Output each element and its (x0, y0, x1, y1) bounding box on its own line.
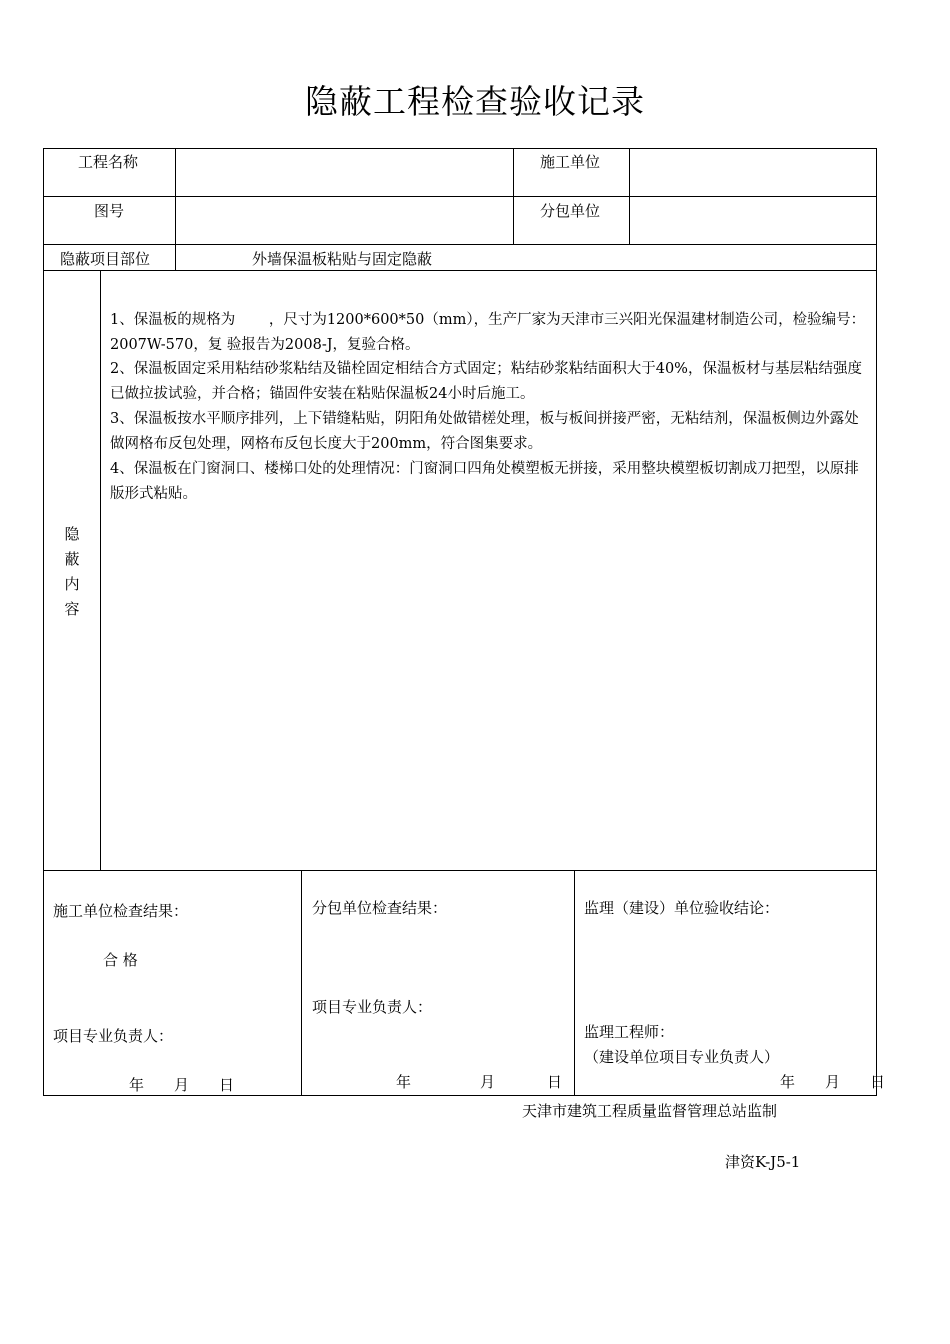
subcontract-check-heading: 分包单位检查结果： (312, 899, 448, 917)
content-paragraph-3: 3、保温板按水平顺序排列，上下错缝粘贴，阴阳角处做错槎处理，板与板间拼接严密，无粘结剂，保温板侧边外露处做网格布反包处理，网格布反包长度大于200mm，符合图集要求。 (110, 411, 859, 452)
subcontract-signer-label: 项目专业负责人： (312, 998, 433, 1016)
hidden-item-label: 隐蔽项目部位 (60, 250, 151, 268)
construction-unit-label: 施工单位 (540, 153, 601, 171)
page-title: 隐蔽工程检查验收记录 (305, 82, 645, 121)
form-code: 津资K-J5-1 (725, 1153, 801, 1171)
content-paragraph-4: 4、保温板在门窗洞口、楼梯口处的处理情况：门窗洞口四角处模塑板无拼接，采用整块模塑板切割成刀把型，以原排版形式粘贴。 (110, 461, 859, 502)
hidden-item-value: 外墙保温板粘贴与固定隐蔽 (252, 250, 433, 268)
project-name-label: 工程名称 (78, 153, 139, 171)
subcontract-date-month: 月 (480, 1073, 496, 1091)
subcontract-date-year: 年 (396, 1073, 412, 1091)
content-paragraph-1: 1、保温板的规格为 ，尺寸为1200*600*50（mm），生产厂家为天津市三兴阳光保温建材制造公司，检验编号：2007W-570，复 验报告为2008-J，复验合格。 (110, 312, 866, 353)
inspection-form-table (43, 148, 877, 1096)
supervision-date: 年 月 日 (780, 1073, 886, 1091)
drawing-no-label: 图号 (94, 202, 125, 220)
issuer-note: 天津市建筑工程质量监督管理总站监制 (522, 1102, 778, 1120)
subcontract-date-day: 日 (547, 1073, 563, 1091)
subcontract-unit-label: 分包单位 (540, 202, 601, 220)
supervision-engineer-label: 监理工程师： (584, 1023, 675, 1041)
construction-date: 年 月 日 (129, 1076, 235, 1094)
construction-check-heading: 施工单位检查结果： (53, 902, 189, 920)
construction-signer-label: 项目专业负责人： (53, 1027, 174, 1045)
construction-check-result: 合 格 (103, 951, 138, 969)
supervision-conclusion-heading: 监理（建设）单位验收结论： (584, 899, 780, 917)
hidden-content-label: 隐蔽内容 (64, 525, 80, 618)
owner-representative-label: （建设单位项目专业负责人） (584, 1048, 780, 1066)
content-paragraph-2: 2、保温板固定采用粘结砂浆粘结及锚栓固定相结合方式固定；粘结砂浆粘结面积大于40%，保温板材与基层粘结强度已做拉拔试验，并合格；锚固件安装在粘贴保温板24小时后施工。 (110, 361, 862, 402)
